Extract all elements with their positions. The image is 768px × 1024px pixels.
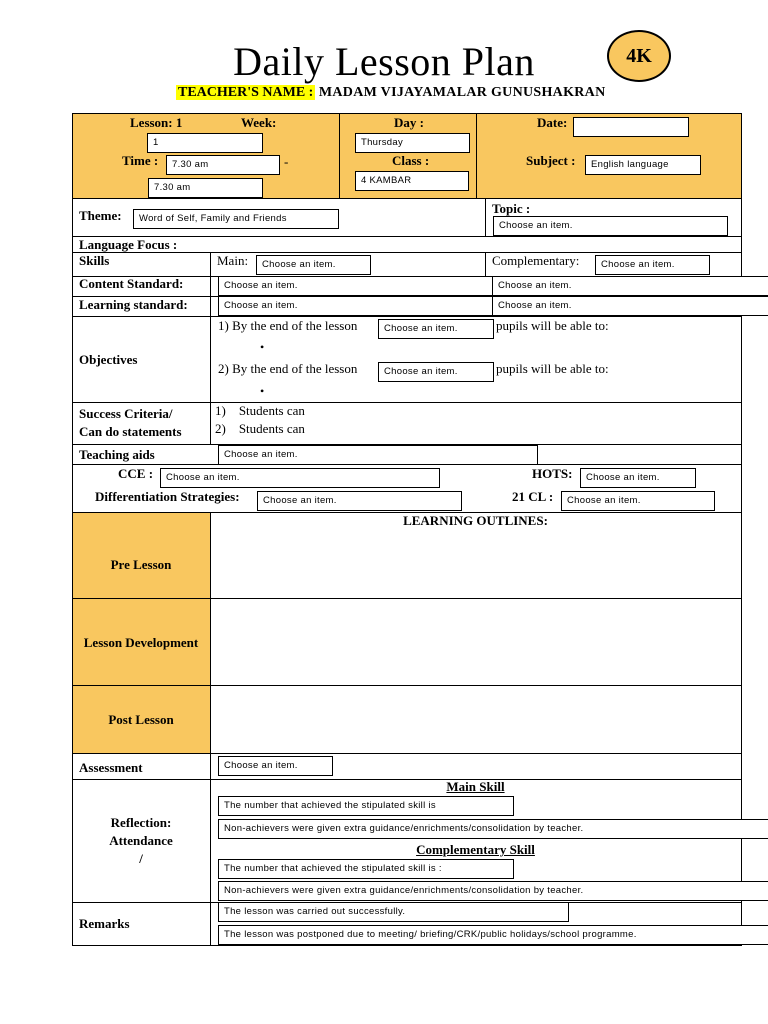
date-field[interactable] [573,117,689,137]
main-skill-field[interactable]: Choose an item. [256,255,371,275]
main-skill-label: Main: [217,253,249,268]
day-label: Day : [394,115,424,130]
learning-outlines-heading: LEARNING OUTLINES: [403,513,548,528]
differentiation-label: Differentiation Strategies: [95,489,240,504]
row-line [72,685,742,686]
day-field[interactable]: Thursday [355,133,470,153]
complementary-skill-field[interactable]: Choose an item. [595,255,710,275]
lesson-development-label: Lesson Development [83,635,199,650]
complementary-skill-heading: Complementary Skill [416,842,535,857]
attendance-slash: / [139,851,143,866]
theme-topic-divider [485,198,486,236]
can-do-statements-label: Can do statements [79,424,182,439]
teaching-aids-label: Teaching aids [79,447,155,462]
pre-lesson-background [72,512,210,598]
time-start-field[interactable]: 7.30 am [166,155,280,175]
label-column-divider [210,252,211,444]
objective-1-bullet: • [260,340,265,354]
table-border-bottom [72,945,742,946]
objectives-label: Objectives [79,352,138,367]
teaching-aids-field[interactable]: Choose an item. [218,445,538,465]
time-label: Time : [122,153,159,168]
row-line [72,198,742,199]
teacher-name: MADAM VIJAYAMALAR GUNUSHAKRAN [318,85,606,100]
label-column-divider [210,512,211,945]
learning-standard-field-2[interactable]: Choose an item. [492,296,768,316]
lesson-number-field[interactable]: 1 [147,133,263,153]
main-skill-heading: Main Skill [446,779,505,794]
main-achieved-field[interactable]: The number that achieved the stipulated skill is [218,796,514,816]
pre-lesson-label: Pre Lesson [110,557,172,572]
page-title: Daily Lesson Plan [233,39,535,84]
topic-label: Topic : [492,201,531,216]
teacher-row [176,85,606,101]
remarks-label: Remarks [79,916,130,931]
class-badge: 4K [607,30,671,82]
topic-field[interactable]: Choose an item. [493,216,728,236]
success-criteria-item-2: 2) Students can [215,421,305,436]
complementary-skill-label: Complementary: [492,253,580,268]
objective-1-field[interactable]: Choose an item. [378,319,494,339]
class-field[interactable]: 4 KAMBAR [355,171,469,191]
hots-field[interactable]: Choose an item. [580,468,696,488]
cce-field[interactable]: Choose an item. [160,468,440,488]
assessment-label: Assessment [79,760,143,775]
objective-1-suffix: pupils will be able to: [496,318,609,333]
cce-label: CCE : [118,466,154,481]
row-line [72,402,742,403]
comp-non-achievers-field[interactable]: Non-achievers were given extra guidance/enrichments/consolidation by teacher. [218,881,768,901]
theme-label: Theme: [79,208,122,223]
content-standard-label: Content Standard: [79,276,184,291]
objective-2-bullet: • [260,384,265,398]
objective-2-prefix: 2) By the end of the lesson [218,361,358,376]
theme-field[interactable]: Word of Self, Family and Friends [133,209,339,229]
time-end-field[interactable]: 7.30 am [148,178,263,198]
date-label: Date: [537,115,568,130]
content-standard-field-1[interactable]: Choose an item. [218,276,493,296]
main-non-achievers-field[interactable]: Non-achievers were given extra guidance/enrichments/consolidation by teacher. [218,819,768,839]
lesson-label: Lesson: 1 [130,115,183,130]
subject-field[interactable]: English language [585,155,701,175]
teacher-name-label: TEACHER'S NAME : [178,85,314,100]
time-dash: - [284,154,289,169]
attendance-label: Attendance [109,833,173,848]
remarks-option-2[interactable]: The lesson was postponed due to meeting/ briefing/CRK/public holidays/school programme. [218,925,768,945]
class-label: Class : [392,153,430,168]
success-criteria-item-1: 1) Students can [215,403,305,418]
row-line [72,316,742,317]
21cl-field[interactable]: Choose an item. [561,491,715,511]
content-standard-field-2[interactable]: Choose an item. [492,276,768,296]
language-focus-label: Language Focus : [79,237,178,252]
remarks-option-1[interactable]: The lesson was carried out successfully. [218,902,569,922]
objective-2-field[interactable]: Choose an item. [378,362,494,382]
row-line [72,598,742,599]
table-border-top [72,113,742,114]
subject-label: Subject : [526,153,576,168]
info-divider-2 [476,113,477,198]
skills-label: Skills [79,253,110,268]
differentiation-field[interactable]: Choose an item. [257,491,462,511]
objective-2-suffix: pupils will be able to: [496,361,609,376]
objective-1-prefix: 1) By the end of the lesson [218,318,358,333]
21cl-label: 21 CL : [512,489,554,504]
assessment-field[interactable]: Choose an item. [218,756,333,776]
learning-standard-label: Learning standard: [79,297,188,312]
row-line [72,753,742,754]
week-label: Week: [241,115,277,130]
reflection-label: Reflection: [110,815,172,830]
info-divider-1 [339,113,340,198]
success-criteria-label: Success Criteria/ [79,406,173,421]
post-lesson-label: Post Lesson [108,712,174,727]
hots-label: HOTS: [532,466,573,481]
learning-standard-field-1[interactable]: Choose an item. [218,296,493,316]
comp-achieved-field[interactable]: The number that achieved the stipulated skill is : [218,859,514,879]
